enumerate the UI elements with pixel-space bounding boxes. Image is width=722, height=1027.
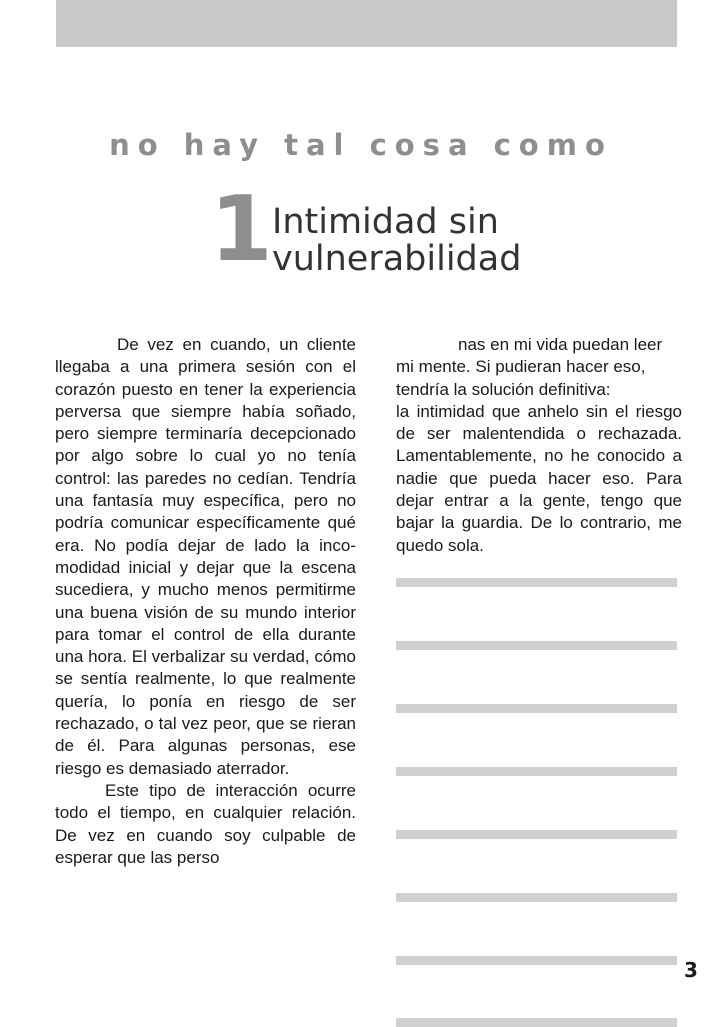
notes-rule [396, 704, 677, 713]
header-bar [56, 0, 677, 47]
body-paragraph: Este tipo de interacción ocurre todo el tiempo, en cualquier relación. De vez en cuando soy culpable de esperar que las perso [55, 780, 356, 867]
page-number: 3 [684, 958, 698, 982]
notes-rule [396, 830, 677, 839]
body-paragraph: nas en mi vida puedan leer mi mente. Si pudieran hacer eso, tendría la solución definitiva: [396, 335, 663, 399]
chapter-number: 1 [210, 177, 269, 282]
chapter-kicker: no hay tal cosa como [109, 128, 613, 162]
body-paragraph: De vez en cuando, un cliente llegaba a una primera sesión con el corazón puesto en tener la experiencia perversa que siempre había soñado, pero siempre terminaría decepcionado por algo sobre lo cual yo no tenía control: las paredes no cedían. Tendría una fantasía muy específica, pero no podría comunicar específicamente qué era. No podía dejar de lado la incomodidad inicial y dejar que la escena sucediera, y mucho menos permitirme una buena visión de su mundo interior para tomar el control de ella durante una hora. El verbalizar su verdad, cómo se sentía realmente, lo que realmente quería, lo ponía en riesgo de ser rechazado, o tal vez peor, que se rieran de él. Para algunas personas, ese riesgo es demasiado aterrador. [55, 335, 356, 778]
notes-rule [396, 1018, 677, 1027]
notes-rule [396, 578, 677, 587]
notes-rule [396, 641, 677, 650]
chapter-title-line2: vulnerabilidad [272, 239, 522, 279]
notes-rule [396, 767, 677, 776]
notes-rule [396, 956, 677, 965]
body-paragraph: la intimidad que anhelo sin el riesgo de ser malentendida o rechazada. Lamentablemente, no he conocido a nadie que pueda hacer eso. Para dejar entrar a la gente, tengo que bajar la guardia. De lo contrario, me quedo sola. [396, 401, 682, 555]
chapter-title-line1: Intimidad sin [272, 202, 499, 242]
right-column [396, 334, 682, 557]
chapter-title [272, 204, 521, 278]
notes-rule [396, 893, 677, 902]
left-column [55, 334, 356, 869]
